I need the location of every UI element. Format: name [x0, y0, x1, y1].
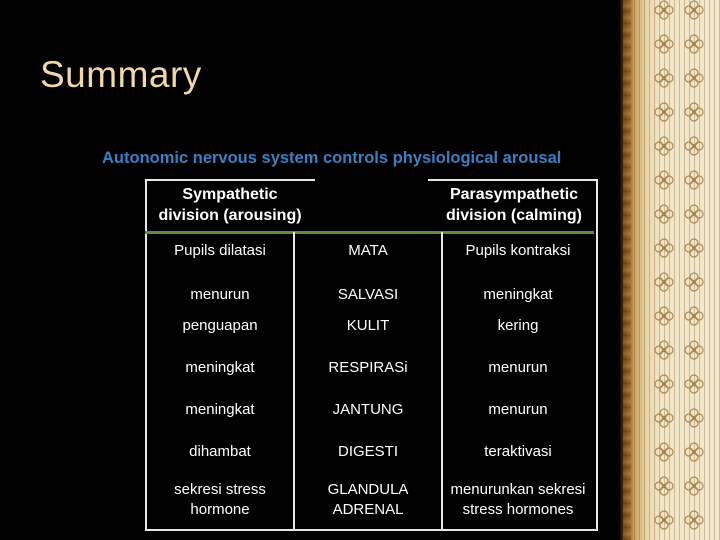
table-cell-text: ADRENAL: [332, 501, 404, 518]
table-row-7-middle-cell: [295, 480, 441, 520]
batik-pattern-icon: [620, 0, 720, 540]
table-row-5-left-cell: [147, 400, 293, 420]
table-cell-text: menurun: [488, 359, 548, 376]
header-sympathetic-line1: Sympathetic: [182, 186, 278, 203]
table-cell-text: penguapan: [182, 317, 258, 334]
table-cell-text: RESPIRASi: [328, 359, 408, 376]
table-row-6-middle-cell: [295, 442, 441, 462]
table-top-border-left: [145, 179, 315, 181]
table-cell-text: meningkat: [483, 286, 553, 303]
header-parasympathetic: [434, 184, 594, 226]
table-row-4-left-cell: [147, 358, 293, 378]
table-cell-text: menurun: [190, 286, 250, 303]
table-row-7-right-cell: [443, 480, 593, 520]
header-sympathetic: [147, 184, 313, 226]
table-row-3-left-cell: [147, 316, 293, 336]
slide-title: Summary: [40, 54, 202, 95]
table-cell-text: Pupils dilatasi: [174, 242, 266, 259]
table-row-6-right-cell: [443, 442, 593, 462]
table-row-7-left-cell: [147, 480, 293, 520]
table-cell-text: sekresi stress: [174, 481, 266, 498]
table-row-2-middle-cell: [295, 285, 441, 305]
table-row-6-left-cell: [147, 442, 293, 462]
table-row-5-middle-cell: [295, 400, 441, 420]
table-row-3-right-cell: [443, 316, 593, 336]
table-cell-text: JANTUNG: [332, 401, 404, 418]
table-cell-text: dihambat: [189, 443, 251, 460]
table-cell-text: hormone: [190, 501, 250, 518]
table-cell-text: SALVASI: [337, 286, 399, 303]
header-sympathetic-line2: division (arousing): [158, 207, 302, 224]
slide-subtitle: Autonomic nervous system controls physiological arousal: [102, 149, 562, 167]
table-row-1-right-cell: [443, 241, 593, 261]
table-cell-text: teraktivasi: [484, 443, 552, 460]
table-cell-text: GLANDULA: [327, 481, 409, 498]
table-top-border-right: [428, 179, 598, 181]
table-row-2-left-cell: [147, 285, 293, 305]
table-row-2-right-cell: [443, 285, 593, 305]
header-separator: [145, 231, 594, 234]
table-cell-text: DIGESTI: [337, 443, 398, 460]
table-cell-text: MATA: [348, 242, 388, 259]
table-cell-text: stress hormones: [462, 501, 574, 518]
header-parasympathetic-line2: division (calming): [445, 207, 582, 224]
table-row-4-middle-cell: [295, 358, 441, 378]
table-cell-text: KULIT: [346, 317, 390, 334]
table-row-3-middle-cell: [295, 316, 441, 336]
table-row-4-right-cell: [443, 358, 593, 378]
table-row-1-left-cell: [147, 241, 293, 261]
batik-motif-icon: [620, 0, 720, 540]
header-parasympathetic-line1: Parasympathetic: [449, 186, 579, 203]
table-cell-text: Pupils kontraksi: [465, 242, 571, 259]
table-row-5-right-cell: [443, 400, 593, 420]
table-row-1-middle-cell: [295, 241, 441, 261]
table-cell-text: meningkat: [185, 401, 255, 418]
table-cell-text: menurun: [488, 401, 548, 418]
table-cell-text: meningkat: [185, 359, 255, 376]
table-cell-text: kering: [497, 317, 539, 334]
table-cell-text: menurunkan sekresi: [450, 481, 586, 498]
